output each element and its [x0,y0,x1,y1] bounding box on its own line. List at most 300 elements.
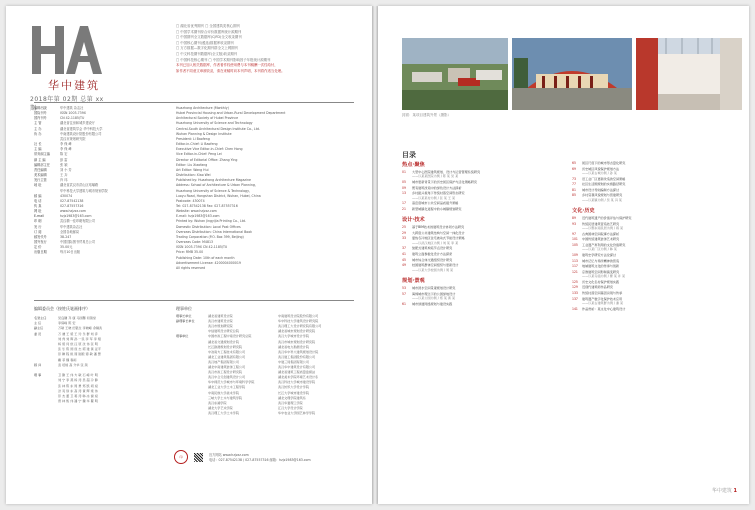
english-line: Website: www.hzjzzz.com [176,209,217,214]
toc-entry-text [582,297,730,306]
toc-entry[interactable] [572,222,730,231]
toc-page-number: 49 [402,263,406,268]
toc-entry[interactable] [402,252,560,256]
toc-entry-text [412,180,560,184]
english-line: Published by: Huazhong Architecture Magazine [176,178,251,183]
sponsor-unit: 湖北省建筑工程质量监督站 [278,370,316,375]
toc-page-number: 37 [402,246,406,251]
board-members: 彭 翀 程 艳 谭 刚毅 谭 敏 潘 慧 [58,352,101,357]
toc-page-number: 105 [572,242,578,247]
masthead-key: 网 址 [34,209,42,214]
sponsor-unit: 武汉纺织大学设计学院 [278,385,309,390]
masthead-value: 中南建筑设计院股份有限公司 [60,131,102,136]
sponsor-unit: 中建三局集团有限公司 [278,359,309,364]
board-members: 万 谦 王 毅 王 玲 乐 群 刘 奔 [58,331,98,336]
credential-line: □ 中国科技核心期刊 □ 中国学术期刊影响因子年报统计源期刊 [176,57,271,62]
toc-page-number: 17 [402,201,406,206]
toc-page-number: 13 [402,191,406,196]
toc-entry-text [582,232,730,236]
english-line: Postcode: 430074 [176,198,205,203]
masthead-en [176,106,354,271]
toc-article-title: 建筑遗产数字化保护技术应用 [582,296,623,301]
toc-entry[interactable] [572,270,730,279]
masthead-key: 邮 编 [34,193,42,198]
toc-entry[interactable] [572,264,730,268]
masthead-value: 027-87557316 [60,203,84,208]
toc-entry-text [582,177,730,181]
board-members: 袁 培煌 高 介华 张 颀 [58,362,88,367]
credential-line: □ 中国期刊全文数据库(CJFD)全文收录期刊 [176,35,242,40]
toc-entry-text [582,193,730,202]
toc-entry-text [412,201,560,205]
toc-page-number: 133 [572,290,578,295]
masthead-value: 彭 雷 [60,157,68,162]
toc-article-title: 城市综合体交通组织设计研究 [412,257,453,262]
masthead-key: 主 管 [34,121,42,126]
credential-line: □ 中国核心期刊(遴选)数据库收录期刊 [176,40,234,45]
toc-entry[interactable] [402,180,560,184]
toc-article-title: 校园建筑群体空间组织与更新设计 [412,263,459,268]
board-members: 彭 杰 董 卫 蒋 涛 韩 冰 谢 斌 [58,394,98,399]
toc-entry[interactable] [402,225,560,229]
english-line: Editor: Liu Xiaofang [176,162,208,167]
toc-article-title: 街区尺度下的城市形态量化研究 [582,161,626,165]
toc-column-left [402,161,560,307]
page-number [712,487,737,494]
toc-entry-text [582,167,730,176]
toc-article-title: 历史文化名村保护规划实践 [582,279,620,284]
sponsor-unit: 武汉建工集团股份有限公司 [278,354,316,359]
toc-article-author: ——以鄂东南民居为例 / 蒋 某 [582,226,624,231]
masthead-key: 电 话 [34,198,42,203]
sponsor-unit: 三峡大学土木与建筑学院 [208,395,243,400]
toc-article-title: 历史城区风貌保护规划方法 [582,166,620,171]
masthead-value: 中国国际图书贸易总公司 [60,240,96,245]
masthead-value: ISSN 1003-739X [60,111,86,116]
masthead-key: E-mail [34,214,44,219]
sponsor-unit: 湖北省交通规划设计院 [208,339,239,344]
toc-entry-text [582,280,730,284]
sponsor-tier: 理事单位 [176,334,189,339]
english-line: Printed by: Wuhan Jingyijia Printing Co., Ltd. [176,219,247,224]
masthead-key: 印 刷 [34,219,42,224]
masthead-key: 主 办 [34,126,42,131]
sponsor-unit: 武汉科技大学城市建设学院 [278,380,316,385]
toc-entry[interactable] [402,263,560,272]
toc-article-title: 夏热冬冷地区住宅被动式节能设计策略 [412,236,465,241]
toc-entry-text [582,188,730,192]
board-members: 万敏 王晓 田银生 李晓峰 余翰武 [58,326,103,331]
sponsor-unit: 武汉理工大设计研究院有限公司 [278,324,322,329]
toc-page-number: 21 [402,206,406,211]
masthead-value: 陈 宏 [60,152,68,157]
editorial-board [34,316,174,404]
toc-entry-text [582,270,730,279]
english-line: Luoyu Road, Hongshan District, Wuhan, Hubei, China [176,193,261,198]
toc-entry[interactable] [572,243,730,252]
toc-entry-text [582,285,730,289]
masthead-value: 湖北省建筑学会 华中科技大学 [60,126,103,131]
toc-section-heading: 文化·历史 [572,208,595,215]
english-line: Domestic Distribution: Local Post Offices [176,224,241,229]
masthead-value: www.hzjzzz.com [60,209,86,214]
english-line: Director of Editorial Office: Zhang Ying [176,157,238,162]
toc-section-heading: 规划·景观 [402,277,425,284]
toc-entry-text [582,253,730,257]
masthead-value: 李 保 峰 [60,147,72,152]
sponsor-unit: 湖北中南建筑装饰工程公司 [208,365,246,370]
toc-entry-text [412,246,560,250]
toc-page-number: 01 [402,170,406,174]
toc-column-right [572,161,730,312]
toc-entry[interactable] [572,237,730,241]
sponsor-units [176,306,354,416]
toc-page-number: 61 [402,301,406,306]
toc-entry-text [582,264,730,268]
toc-page-number: 81 [572,187,576,192]
journal-credentials [176,24,356,74]
board-role: 顾 问 [34,362,42,367]
sponsor-unit: 武汉华中建筑设计有限公司 [278,365,316,370]
toc-article-title: 中国传统建筑装饰艺术研究 [582,237,620,242]
english-line: Distribution: Xiao Wei [176,173,211,178]
toc-page-number: 41 [402,251,406,256]
divider [34,102,354,103]
board-members: 戴 菲 魏 春雨 [58,357,77,362]
toc-entry[interactable] [402,191,560,200]
cover-photo-strip [402,38,742,110]
sponsor-unit: 湖北省建筑设计院 [208,314,233,319]
toc-page-number: 65 [572,161,576,165]
toc-entry-text [412,292,560,301]
masthead-value: 刘 小 芳 [60,167,72,172]
masthead-key: 责任编辑 [34,167,47,172]
toc-article-title: 新型城镇化进程中的小城镇规划研究 [412,206,462,211]
toc-entry[interactable] [572,285,730,289]
toc-article-title: 作品赏析：某文化中心建筑设计 [582,306,626,311]
toc-entry[interactable] [402,302,560,306]
toc-entry[interactable] [572,307,730,311]
masthead-value: CN 42-1185/TU [60,116,85,121]
toc-page-number: 53 [402,285,406,290]
english-line: Executive Vice Editor-in-Chief: Chen Hong [176,147,243,152]
sponsor-unit: 江汉大学设计学院 [278,405,303,410]
sponsor-unit: 武汉理工大学土木学院 [208,410,239,415]
toc-article-author: ——以某某医院为例 / 陈 某 吴 某 [412,174,459,179]
toc-entry[interactable] [572,177,730,181]
masthead-value: 华中科技大学建筑与城市规划学院 [60,188,108,193]
issue-number: 2018年第 02期 总第 xx期 [30,96,104,112]
masthead-value: 湖北省住房和城乡建设厅 [60,121,96,126]
toc-article-author: ——以某公园为例 / 郑 某 黄 某 [412,295,456,300]
sponsor-unit: 华中师范大学城市与环境科学学院 [208,380,255,385]
board-role: 副主任 [34,326,44,331]
toc-entry[interactable] [572,182,730,186]
board-members: 刘 剀 刘 晖 孙 一民 李 军 李 翔 [58,336,101,341]
masthead-value: 肖 玮 [60,178,68,183]
toc-entry[interactable] [402,286,560,290]
toc-page-number: 57 [402,291,406,296]
toc-entry[interactable] [402,292,560,301]
toc-entry[interactable] [572,280,730,284]
board-members: 卫 勤 王 伟 方 敏 石 峰 叶 明 [58,373,98,378]
page-number-value: 1 [733,488,737,494]
masthead-value: 35.00元 [60,245,73,250]
toc-article-title: 建筑史学研究方法论探讨 [582,252,617,257]
toc-page-number: 05 [402,180,406,184]
board-members: 张 乐 陈 纲 庞 志 郭 建 黄 亚平 [58,347,101,352]
english-line: President: Li Baofeng [176,136,210,141]
toc-entry[interactable] [402,246,560,250]
board-members: 洪 亮 徐 东 高 涛 黄 辉 梁 伟 [58,388,98,393]
toc-entry[interactable] [572,167,730,176]
magazine-logo [30,24,108,112]
masthead-key: 地 址 [34,183,42,188]
toc-page-number: 97 [572,231,576,236]
contact-line: 电话：027-87542138 / 027-87557316 邮箱：hzjz1983@163.com [209,458,311,462]
english-line: E-mail: hzjz1983@163.com [176,214,220,219]
sponsor-unit: 武汉市建筑设计院 [208,319,233,324]
masthead-key: 常务副主编 [34,152,50,157]
toc-article-title: 乡村振兴视角下传统村落空间形态研究 [412,191,465,196]
page-footer [174,450,354,464]
toc-entry-text [412,170,560,179]
masthead-key: 编辑出版 [34,106,47,110]
masthead-key: 社 长 [34,142,42,147]
toc-entry-text [582,307,730,311]
toc-entry-text [412,263,560,272]
toc-section-heading: 热点·聚焦 [402,162,425,168]
english-line: Hubei Provincial Housing and Urban-Rural Development Department [176,111,286,116]
masthead-key: 美术编辑 [34,173,47,178]
board-members: 李保峰 陈 宏 [58,321,76,326]
toc-page-number: 113 [572,258,578,263]
toc-page-number: 09 [402,185,406,190]
masthead-cn [34,106,174,256]
toc-entry[interactable] [572,259,730,263]
toc-entry-text [582,182,730,186]
sponsor-unit: 湖北工业建筑集团有限公司 [208,354,246,359]
sponsor-unit: 中南建筑设计院股份有限公司 [278,314,319,319]
english-line: Trading Corporation (P.O. Box 399, Beijing) [176,234,244,239]
photo-caption: 封面：某项目建筑外景（摄影） [402,113,451,117]
sponsor-unit: 湖北美术学院环境艺术设计系 [278,375,319,380]
board-role: 主 任 [34,321,42,326]
credential-line: 如作者不同意文章被收录，请在来稿时向本刊声明，本刊将作适当处理。 [176,68,285,73]
toc-article-title: 近代建筑遗产的价值评估与保护研究 [582,216,632,221]
credential-line: □ 中国学术期刊综合评价数据库统计源期刊 [176,29,242,34]
masthead-value: 华中建筑杂志社 [60,224,83,229]
toc-page-number: 33 [402,236,406,241]
toc-page-number: 117 [572,264,578,269]
divider [34,300,354,301]
english-line: Wuhan Planning & Design Institute [176,131,232,136]
toc-entry-text [582,243,730,252]
toc-entry[interactable] [402,231,560,235]
sponsor-unit: 华中农业大学园艺林学学院 [278,410,316,415]
sponsor-unit: 华中科技大学建筑设计研究院 [278,319,319,324]
english-line: Architectural Society of Hubei Province [176,116,239,121]
toc-entry[interactable] [402,207,560,211]
toc-entry-text [582,216,730,220]
toc-page-number: 77 [572,182,576,187]
english-line: Price: RMB 35.00 [176,250,204,255]
toc-article-author: ——以某大学校园为例 / 周 某 [412,267,454,272]
toc-article-title: 社区生活圈规划的实施路径研究 [582,182,626,187]
masthead-key: 编辑部主任 [34,162,50,167]
sponsor-tier: 理事长单位 [176,314,192,319]
sponsor-unit: 武汉市规划研究院 [208,324,233,329]
toc-entry[interactable] [572,291,730,295]
masthead-key: 发行主管 [34,178,47,183]
campus-aerial-photo [402,38,508,110]
board-members: 张 林 陈 东 周 勇 郑 凯 胡 斌 [58,383,98,388]
sponsor-heading: 理事单位 [176,306,192,311]
masthead-value: 每月10日出版 [60,250,80,255]
toc-entry-text [412,236,560,245]
masthead-row [34,250,174,255]
board-row [34,399,174,404]
english-line: Huazhong University of Science and Technology [176,121,253,126]
sponsor-unit: 中国市政工程中南设计研究总院 [208,334,252,339]
toc-article-author: ——以某厂区为例 / 韩 某 [582,247,617,252]
masthead-value: 王 卉 [60,173,68,178]
board-members: 杨 毅 何 依 汪 原 沈 伟 张 明 [58,342,98,347]
toc-entry[interactable] [402,170,560,179]
toc-entry[interactable] [402,201,560,205]
sponsor-unit: 武汉华夏理工学院 [278,400,303,405]
toc-entry[interactable] [572,216,730,220]
toc-article-author: ——以某寺庙为例 / 曹 某 许 某 [582,274,626,279]
toc-page-number: 73 [572,176,576,181]
credential-line: □ 湖北省优秀期刊 □ 全国建筑类核心期刊 [176,24,240,28]
qr-code-icon [194,453,203,462]
masthead-value: 武汉精一佳印刷有限公司 [60,219,96,224]
english-line: Address: School of Architecture & Urban Planning, [176,183,256,188]
masthead-key: 邮发代号 [34,234,47,239]
masthead-key: 主 编 [34,147,42,152]
toc-entry-text [582,291,730,295]
board-role: 名誉主任 [34,316,47,320]
toc-page-number: 69 [572,166,576,171]
toc-article-author: ——以某古城为例 / 孙 某 [582,171,617,175]
toc-article-title: 传统民居建筑营造技艺研究 [582,221,620,226]
toc-page-number: 137 [572,296,578,301]
english-line: Art Editor: Wang Hui [176,167,209,172]
masthead-key: 国内刊号 [34,116,47,121]
sponsor-unit: 中南民族大学美术学院 [208,390,239,395]
sponsor-unit: 武汉大学城市设计学院 [278,334,309,339]
toc-page-number: 141 [572,306,578,311]
toc-article-title: 城市绿道网络规划与建设实践 [412,301,453,306]
toc-article-title: 城市设计导则编制方法探讨 [582,187,620,192]
masthead-value: 华中建筑 杂志社 [60,106,84,110]
toc-entry-text [412,302,560,306]
logo-chinese-title: 华中建筑 [48,79,100,92]
sponsor-unit: 中信建筑设计研究总院 [208,329,239,334]
sponsor-unit: 湖北文理学院建筑系 [278,395,306,400]
toc-page-number: 93 [572,221,576,226]
red-building-photo [512,38,632,110]
toc-entry[interactable] [402,186,560,190]
toc-page-number: 129 [572,285,578,290]
masthead-key: 发 行 [34,224,42,229]
english-line: Central-South Architectural Design Institute Co., Ltd. [176,126,260,131]
masthead-value: 027-87542138 [60,198,84,203]
toc-entry-text [412,231,560,235]
sponsor-unit: 湖北大学艺术学院 [208,405,233,410]
masthead-value: 李 保 峰 [60,142,72,147]
toc-entry[interactable] [572,193,730,202]
masthead-key: 协 办 [34,131,42,136]
english-line: Advertisement License: 4200004000019 [176,260,241,265]
masthead-value: 武汉市规划研究院 [60,136,86,141]
toc-article-title: 城市更新背景下的历史街区保护与活化策略研究 [412,180,477,184]
toc-article-author: ——以某某村为例 / 张 某 王 某 [412,195,456,200]
english-line: Editor-in-Chief: Li Baofeng [176,142,218,147]
toc-article-title: 乡村景观风貌规划与营建研究 [582,193,623,198]
toc-page-number: 89 [572,216,576,221]
masthead-key: 订 阅 [34,229,42,234]
toc-entry-text [412,286,560,290]
board-members: 刘 宁 李 燕 杨 涛 吴 超 冷 静 [58,378,98,383]
toc-article-title: 城市滨水空间景观规划设计研究 [412,285,456,290]
toc-entry[interactable] [572,297,730,306]
contents-page [378,6,749,504]
toc-entry[interactable] [402,236,560,245]
credential-line: □ 中文科技期刊数据库(全文版)收录期刊 [176,51,238,56]
masthead-value: 张 颖 [60,162,68,167]
english-line: Tel: 027-87542138 Fax: 027-87557316 [176,203,238,208]
toc-entry-text [412,186,560,190]
toc-page-number: 121 [572,269,578,274]
credential-line: □ 万方数据—数字化期刊群全文上网期刊 [176,46,238,51]
toc-page-number: 45 [402,257,406,262]
toc-entry-text [412,207,560,211]
toc-page-number: 85 [572,193,576,198]
toc-article-title: 既有建筑改造中的绿色设计方法探析 [412,185,462,190]
toc-article-title: 地域建筑文化的传承与创新 [582,264,620,269]
toc-article-title: 基于BIM技术的建筑设计协同方法研究 [412,225,465,230]
toc-page-number: 125 [572,279,578,284]
page-label: 华中建筑 [711,488,732,494]
toc-entry-text [582,259,730,263]
toc-page-number: 29 [402,230,406,235]
sponsor-tier: 副理事长单位 [176,319,195,324]
sponsor-unit: 武汉中合元创建筑设计公司 [208,375,246,380]
english-line: Huazhong Architecture (Monthly) [176,106,229,110]
toc-entry[interactable] [402,258,560,262]
toc-entry[interactable] [572,232,730,236]
toc-section-heading: 设计·技术 [402,217,425,224]
masthead-key: 定 价 [34,245,42,250]
credential-line: 本刊已加入相关数据库，作者著作权使用费与本刊稿酬一次性给付， [176,63,278,68]
masthead-value: 38-247 [60,234,72,239]
toc-article-title: 古典园林空间叙事方法探析 [582,231,620,236]
sponsor-row [176,411,354,416]
toc-article-author: ——以武汉地区为例 / 刘 某 李 某 [412,240,459,245]
board-heading: 编辑委员会（按姓氏笔画排序） [34,306,90,311]
toc-entry[interactable] [572,161,730,165]
masthead-key: 出版日期 [34,250,47,255]
toc-entry-text [582,161,730,165]
sponsor-unit: 武汉市政工程设计研究院 [208,370,243,375]
toc-entry[interactable] [572,188,730,192]
masthead-value: 全国各地邮局 [60,229,80,234]
toc-article-title: 近现代建筑师作品研究 [582,285,613,290]
toc-page-number: 25 [402,225,406,230]
toc-entry[interactable] [572,253,730,257]
